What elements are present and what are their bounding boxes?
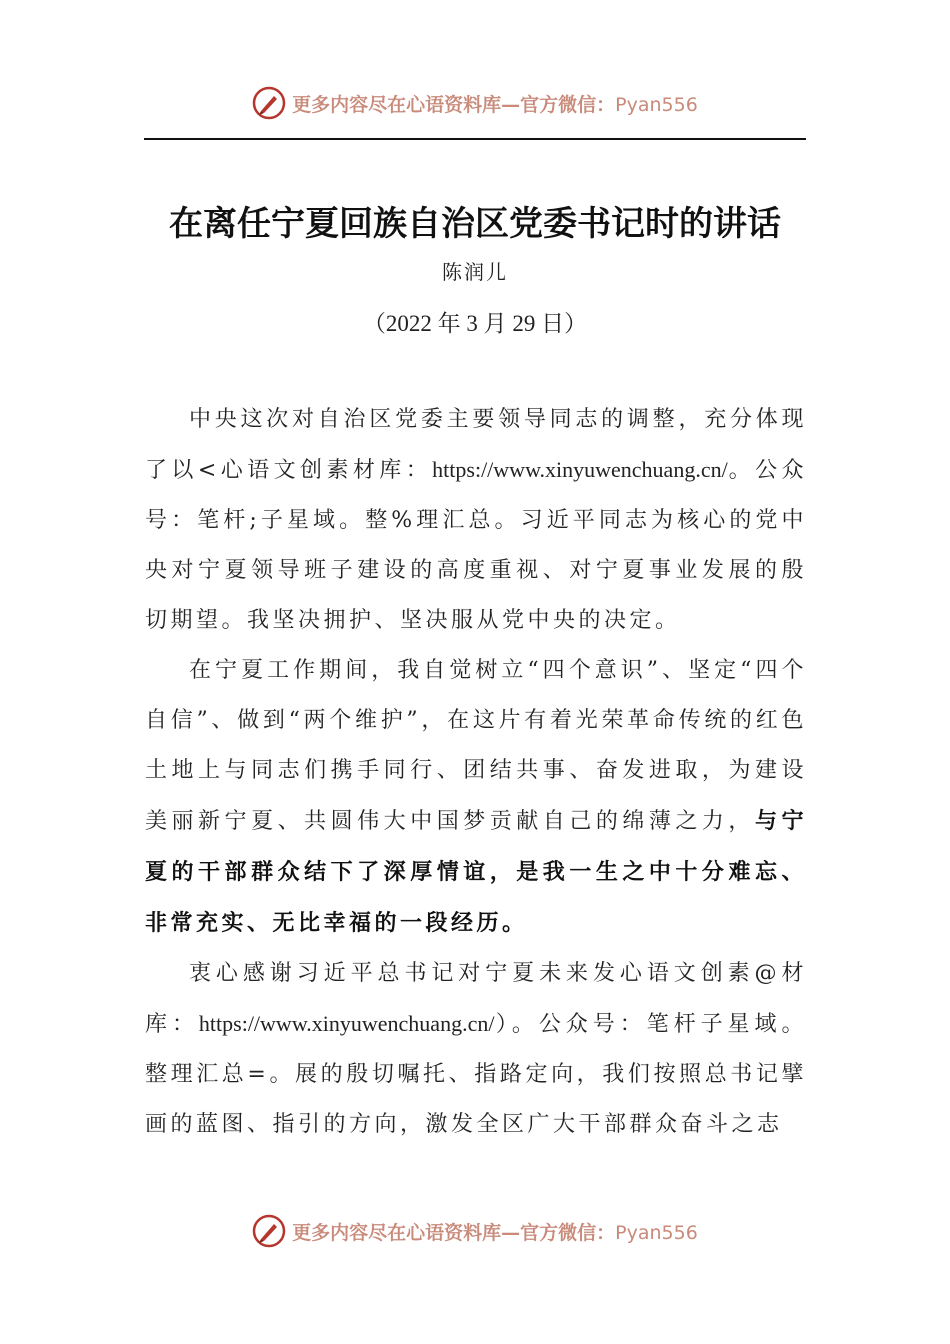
pen-logo-icon bbox=[252, 86, 286, 120]
document-date: （2022 年 3 月 29 日） bbox=[362, 311, 588, 336]
header-banner bbox=[0, 81, 950, 125]
pen-logo-icon bbox=[252, 1214, 286, 1248]
footer-banner-text: 更多内容尽在心语资料库—官方微信：Pyan556 bbox=[292, 1221, 698, 1244]
header-rule bbox=[144, 138, 806, 140]
paragraph-3-url: https://www.xinyuwenchuang.cn/ bbox=[198, 1011, 495, 1036]
paragraph-1-url: https://www.xinyuwenchuang.cn/ bbox=[432, 457, 728, 482]
paragraph-2-bold: 与宁夏的干部群众结下了深厚情谊，是我一生之中十分难忘、非常充实、无比幸福的一段经历。 bbox=[145, 808, 807, 936]
header-banner-text: 更多内容尽在心语资料库—官方微信：Pyan556 bbox=[292, 93, 698, 116]
footer-banner bbox=[0, 1209, 950, 1253]
document-author: 陈润儿 bbox=[442, 260, 508, 284]
paragraph-2: 在宁夏工作期间，我自觉树立“四个意识”、坚定“四个自信”、做到“两个维护”，在这片有着光荣革命传统的红色土地上与同志们携手同行、团结共事、奋发进取，为建设美丽新宁夏、共圆伟大中国梦贡献自己的绵薄之力，与宁夏的干部群众结下了深厚情谊，是我一生之中十分难忘、非常充实、无比幸福的一段经历。 bbox=[145, 658, 807, 936]
document-title: 在离任宁夏回族自治区党委书记时的讲话 bbox=[169, 204, 781, 244]
paragraph-3: 衷心感谢习近平总书记对宁夏未来发心语文创素@材库：https://www.xinyuwenchuang.cn/）。公众号：笔杆子星域。整理汇总=。展的殷切嘱托、指路定向，我们按照总书记擘画的蓝图、指引的方向，激发全区广大干部群众奋斗之志 bbox=[145, 961, 807, 1137]
document-body bbox=[145, 395, 807, 1150]
paragraph-1: 中央这次对自治区党委主要领导同志的调整，充分体现了以<心语文创素材库：https://www.xinyuwenchuang.cn/。公众号：笔杆;子星域。整%理汇总。习近平同志为核心的党中央对宁夏领导班子建设的高度重视、对宁夏事业发展的殷切期望。我坚决拥护、坚决服从党中央的决定。 bbox=[145, 407, 807, 633]
